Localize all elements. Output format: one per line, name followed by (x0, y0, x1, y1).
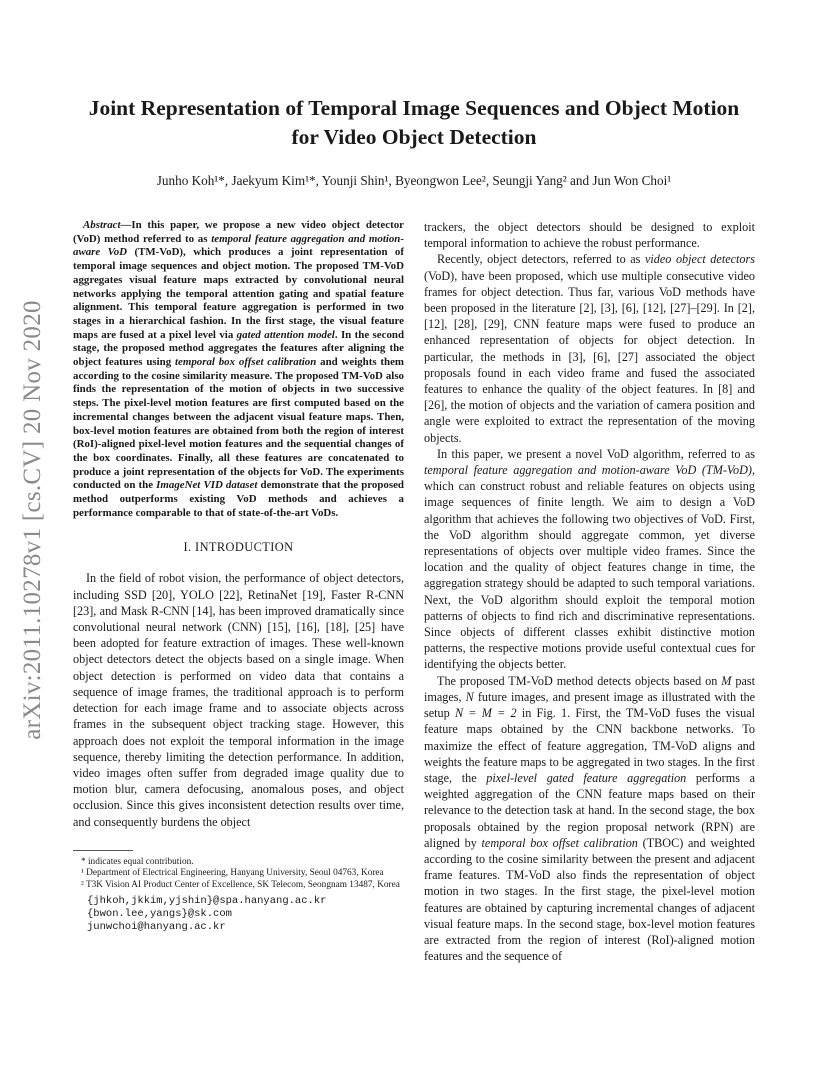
p4-term-tboc: temporal box offset calibration (481, 835, 638, 850)
p3-term-tm-vod: temporal feature aggregation and motion-aware VoD (TM-VoD) (424, 463, 752, 478)
email-line-sk: {bwon.lee,yangs}@sk.com (87, 907, 232, 920)
abstract-text-4: and weights them according to the cosine similarity measure. The proposed TM-VoD also finds the representation of the motion of objects in two successive steps. The pixel-level motion features are first computed based on the incremental changes between the adjacent visual feature maps. Then, box-level motion features are obtained from both the region of interest (RoI)-aligned pixel-level motion features and the sequential changes of the box coordinates. Finally, all these features are concatenated to produce a joint representation of the objects for VoD. The experiments conducted on the (73, 356, 404, 492)
paper-title-line-1: Joint Representation of Temporal Image Sequences and Object Motion (88, 96, 740, 120)
footnote-affiliation-2: ² T3K Vision AI Product Center of Excellence, SK Telecom, Seongnam 13487, Korea (81, 879, 400, 890)
p4-text-3: future images, and present image as illustrated with the setup (424, 689, 755, 721)
footnote-equal-contribution: * indicates equal contribution. (81, 856, 194, 867)
left-column (73, 219, 404, 934)
abstract-term-tm-vod: temporal feature aggregation and motion-aware VoD (73, 232, 404, 259)
p4-math-setup: N = M = 2 (454, 706, 517, 721)
abstract-text-3: . In the second stage, the proposed method aggregates the features after aligning the object features using (73, 328, 405, 369)
abstract-text-5: demonstrate that the proposed method outperforms existing VoD methods and achieves a performance comparable to that of state-of-the-art VoDs. (73, 479, 404, 519)
p4-text-4: in Fig. 1. First, the TM-VoD fuses the visual feature maps obtained by the CNN backbone networks. To maximize the effect of feature aggregation, TM-VoD aligns and weights the feature maps to be aggregated in two stages. In the first stage, the (424, 706, 755, 785)
p4-text-6: (TBOC) and weighted according to the cosine similarity between the present and adjacent frame features. TM-VoD also finds the representation of object motion in two stages. In the first stage, the pixel-level motion features are obtained by capturing incremental changes of adjacent visual feature maps. In the second stage, box-level motion features are extracted from the region of interest (RoI)-aligned motion features and the sequence of (424, 835, 755, 964)
email-line-hanyang: {jhkoh,jkkim,yjshin}@spa.hanyang.ac.kr (87, 894, 327, 907)
intro-paragraph-1: In the field of robot vision, the performance of object detectors, including SSD [20], YOLO [22], RetinaNet [19], Faster R-CNN [23], and Mask R-CNN [14], has been improved dramatically since convolutional neural network (CNN) [15], [16], [18], [25] have been adopted for feature extraction of images. These well-known object detectors detect the objects based on a single image. When object detection is performed on video data that contains a sequence of image frames, the traditional approach is to perform detection for each image frame and to associate objects across frames in the subsequent object tracking stage. However, this approach does not exploit the temporal information in the image sequence, thereby limiting the detection performance. In addition, video images often suffer from degraded image quality due to motion blur, camera defocusing, anomalous poses, and object occlusion. Since this gives inconsistent detection results over time, and consequently burdens the object (73, 571, 404, 829)
p3-text-2: , which can construct robust and reliable features on objects using image sequences of finite length. We aim to design a VoD algorithm that achieves the following two objectives of VoD. First, the VoD algorithm should aggregate common, yet diverse representations of objects over multiple video frames. Since the location and the quality of object features change in time, the aggregation strategy should be adapted to such temporal variations. Next, the VoD algorithm should exploit the temporal motion patterns of objects to find rich and discriminative representations. Since objects of different classes exhibit distinctive motion patterns, the respective motions provide useful contextual cues for identifying the objects better. (424, 463, 755, 672)
p2-text-1: Recently, object detectors, referred to as (437, 252, 645, 267)
abstract-term-tboc: temporal box offset calibration (174, 356, 317, 369)
abstract-text-2: (TM-VoD), which produces a joint representation of temporal image sequences and object motion. The proposed TM-VoD aggregates visual feature maps extracted by convolutional neural networks applying the temporal attention gating and spatial feature alignment. This temporal feature aggregation is performed in two stages in a hierarchical fashion. In the first stage, the visual feature maps are fused at a pixel level via (73, 246, 404, 341)
paper-title-line-2: for Video Object Detection (291, 125, 537, 149)
abstract-text-1: In this paper, we propose a new video object detector (VoD) method referred to as (73, 219, 404, 245)
p4-math-m: M (721, 673, 732, 688)
abstract-term-imagenet: ImageNet VID dataset (156, 479, 258, 492)
footnote-divider (73, 850, 133, 851)
p2-term-vod: video object detectors (645, 252, 755, 267)
p4-text-1: The proposed TM-VoD method detects objects based on (437, 673, 722, 688)
intro-paragraph-continued: trackers, the object detectors should be designed to exploit temporal information to achieve the robust performance. (424, 220, 755, 251)
p3-text-1: In this paper, we present a novel VoD algorithm, referred to as (437, 446, 755, 461)
p4-term-pixel-gated: pixel-level gated feature aggregation (486, 770, 687, 785)
right-column (424, 219, 755, 964)
intro-paragraph-3 (424, 446, 755, 673)
abstract-lead: Abstract— (83, 219, 132, 231)
p4-text-5: performs a weighted aggregation of the CNN feature maps based on their relevance to the detection task at hand. In the second stage, the box proposals obtained by the region proposal network (RPN) are aligned by (424, 770, 755, 850)
p4-math-n: N (465, 689, 474, 704)
author-emails (87, 895, 404, 934)
p2-text-2: (VoD), have been proposed, which use multiple consecutive video frames for object detection. Thus far, various VoD methods have been proposed in the literature [2], [3], [6], [12], [27]–[29]. In [2], [12], [28], [29], CNN feature maps were fused to produce an enhanced representation of objects for object detection. In particular, the methods in [3], [6], [27] associated the object proposals found in each video frame and fused the associated features to enhance the quality of the object features. In [8] and [26], the motion of objects and the variation of camera position and angle were exploited to extract the representation of the moving objects. (424, 268, 755, 445)
paper-title (60, 94, 768, 152)
arxiv-identifier (19, 285, 46, 755)
section-heading-introduction: I. INTRODUCTION (183, 540, 294, 555)
abstract-term-gated-attention: gated attention model (236, 328, 335, 341)
p4-text-2: past images, (424, 673, 755, 704)
footnote-affiliation-1: ¹ Department of Electrical Engineering, Hanyang University, Seoul 04763, Korea (81, 868, 384, 879)
email-line-junwchoi: junwchoi@hanyang.ac.kr (87, 920, 226, 933)
intro-paragraph-2 (424, 251, 755, 445)
intro-paragraph-4 (424, 673, 755, 965)
arxiv-identifier-text: arXiv:2011.10278v1 [cs.CV] 20 Nov 2020 (19, 300, 46, 740)
author-list: Junho Koh¹*, Jaekyum Kim¹*, Younji Shin¹, Byeongwon Lee², Seungji Yang² and Jun Won Choi¹ (156, 173, 672, 188)
abstract (73, 219, 404, 520)
